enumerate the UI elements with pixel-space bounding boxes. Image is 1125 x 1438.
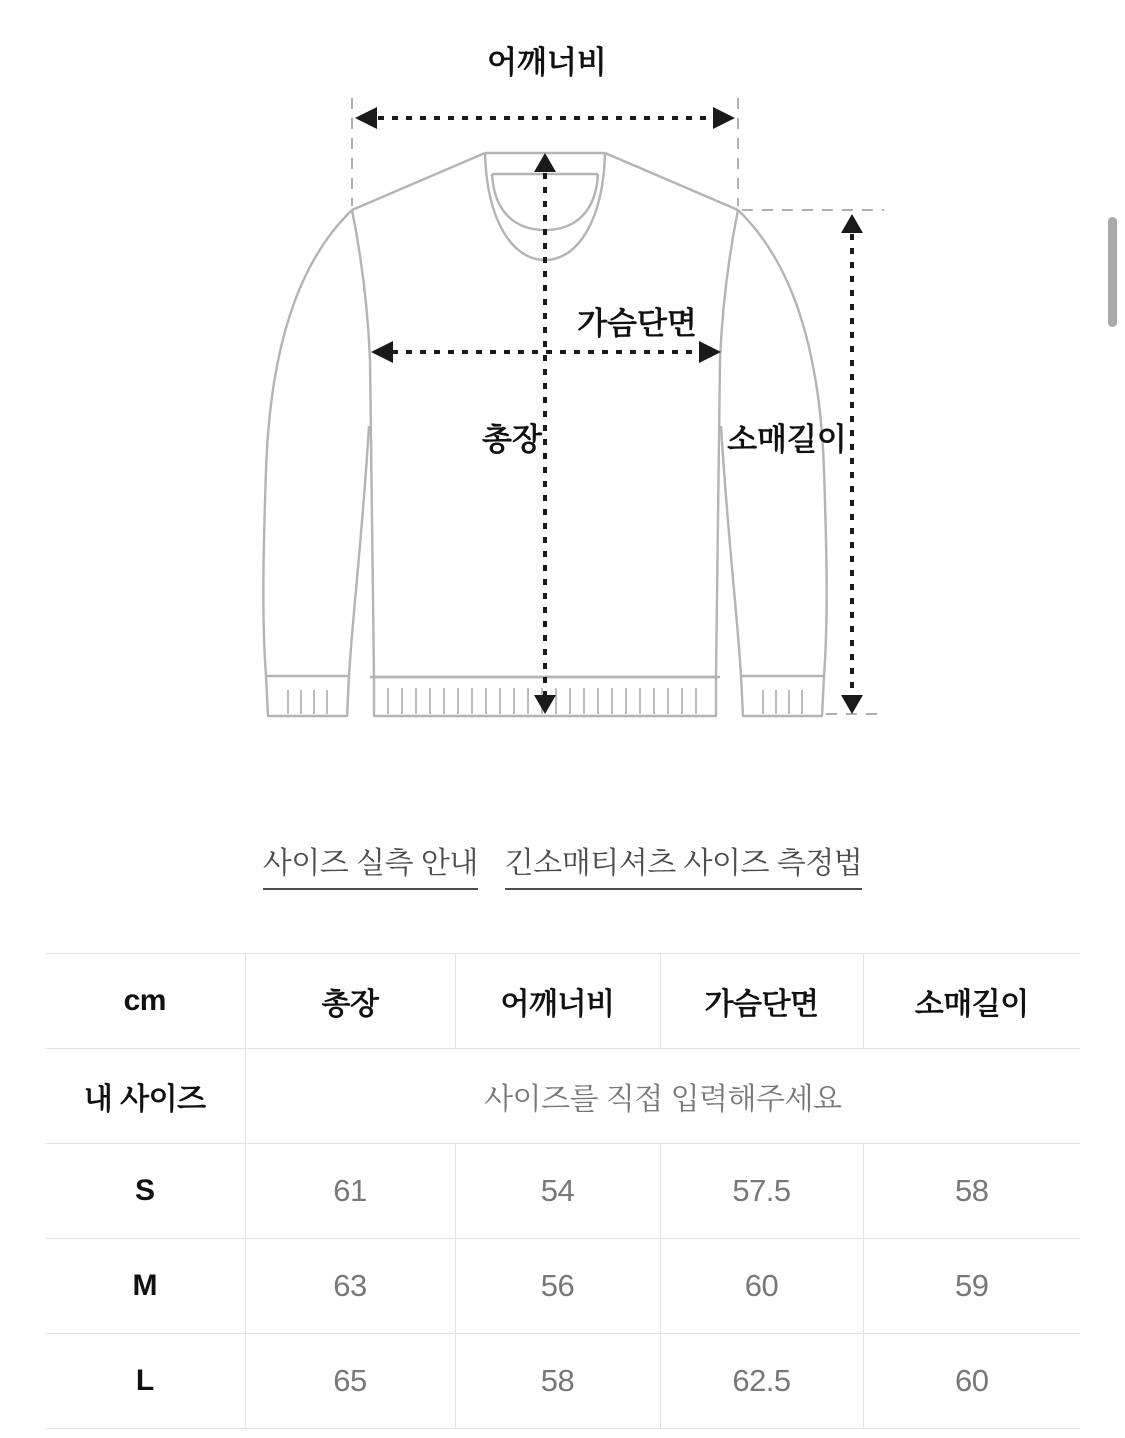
my-size-input-placeholder[interactable]: 사이즈를 직접 입력해주세요 (245, 1049, 1080, 1144)
measure-method-link[interactable]: 긴소매티셔츠 사이즈 측정법 (505, 838, 862, 890)
value-cell: 60 (863, 1334, 1080, 1429)
size-table (45, 953, 1080, 1429)
chest-width-label: 가슴단면 (577, 306, 697, 341)
size-table-header-row (45, 954, 1080, 1049)
value-cell: 57.5 (660, 1144, 863, 1239)
col-header-chest-width: 가슴단면 (660, 954, 863, 1049)
size-guide-link[interactable]: 사이즈 실측 안내 (263, 838, 478, 890)
guide-lines (352, 98, 884, 714)
value-cell: 62.5 (660, 1334, 863, 1429)
scrollbar-thumb[interactable] (1108, 217, 1117, 327)
my-size-label-cell: 내 사이즈 (45, 1049, 245, 1144)
size-label-cell: S (45, 1144, 245, 1239)
size-row-m (45, 1239, 1080, 1334)
value-cell: 63 (245, 1239, 455, 1334)
size-label-cell: L (45, 1334, 245, 1429)
sleeve-length-label: 소매길이 (727, 422, 847, 457)
guide-links-row (0, 838, 1125, 890)
value-cell: 58 (863, 1144, 1080, 1239)
unit-header-cell: cm (45, 954, 245, 1049)
size-label-cell: M (45, 1239, 245, 1334)
total-length-label: 총장 (482, 422, 542, 457)
col-header-total-length: 총장 (245, 954, 455, 1049)
value-cell: 65 (245, 1334, 455, 1429)
sleeve-length-arrow (841, 214, 863, 714)
value-cell: 58 (455, 1334, 660, 1429)
col-header-sleeve-length: 소매길이 (863, 954, 1080, 1049)
col-header-shoulder-width: 어깨너비 (455, 954, 660, 1049)
value-cell: 56 (455, 1239, 660, 1334)
size-row-l (45, 1334, 1080, 1429)
value-cell: 61 (245, 1144, 455, 1239)
shoulder-width-arrow (355, 107, 735, 129)
my-size-row (45, 1049, 1080, 1144)
value-cell: 60 (660, 1239, 863, 1334)
value-cell: 59 (863, 1239, 1080, 1334)
value-cell: 54 (455, 1144, 660, 1239)
shoulder-width-label: 어깨너비 (487, 45, 607, 80)
size-row-s (45, 1144, 1080, 1239)
